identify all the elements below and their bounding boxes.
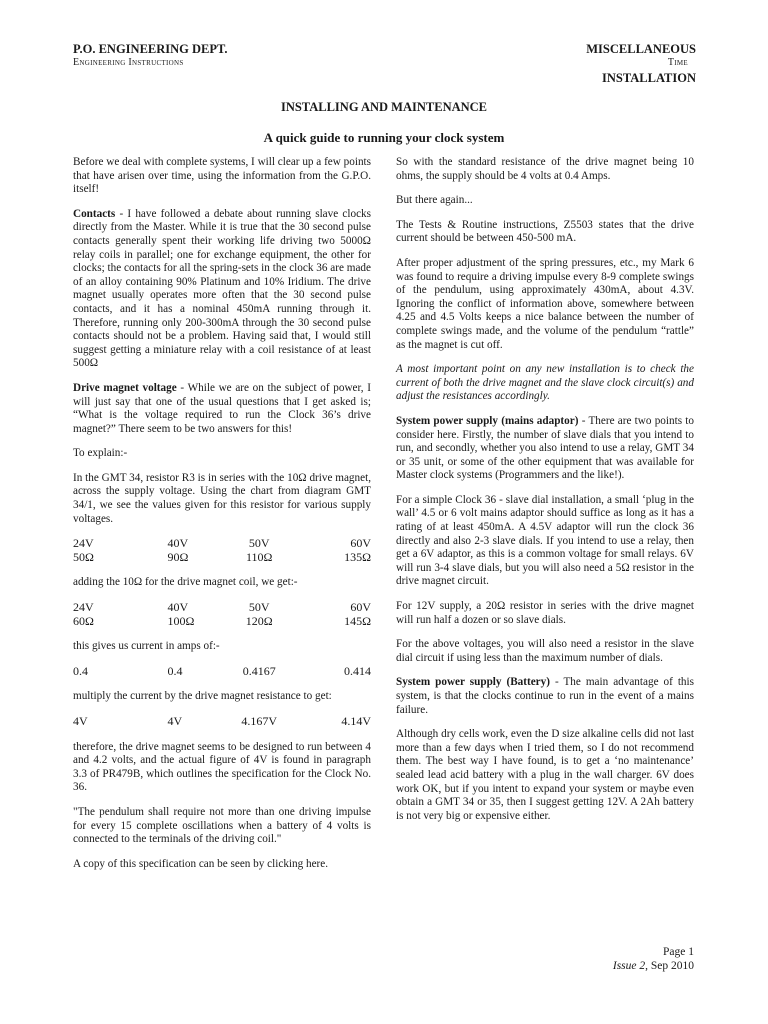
contacts-heading: Contacts (73, 207, 116, 220)
value-cell: 24V (73, 536, 94, 551)
category-title-2: INSTALLATION (601, 71, 696, 85)
gmt-paragraph: In the GMT 34, resistor R3 is in series with the 10Ω drive magnet, across the supply voltage. Using the chart from diagram GMT 34/1, we see the values given for this resistor for various supply voltages. (73, 471, 371, 525)
mains-adaptor-heading: System power supply (mains adaptor) (396, 414, 579, 427)
intro-paragraph: Before we deal with complete systems, I will clear up a few points that have arisen over time, using the information from the G.P.O. itself! (73, 156, 371, 196)
page-footer (613, 945, 694, 973)
adjustment-paragraph: After proper adjustment of the spring pressures, etc., my Mark 6 was found to require a driving impulse every 8-9 complete swings of the pendulum, using approximately 430mA, about 4.3V. Ignoring the conflict of information above, somewhere between 4.25 and 4.5 Volts keeps a nice balance between the number of complete swings made, and the volume of the pendulum “rattle” as the magnet is cut off. (396, 256, 694, 351)
but-again-paragraph: But there again... (396, 194, 473, 207)
value-cell: 50Ω (73, 549, 94, 564)
multiply-paragraph: multiply the current by the drive magnet resistance to get: (73, 690, 332, 703)
date-label: , Sep 2010 (645, 960, 694, 972)
value-cell: 50V (248, 536, 270, 551)
value-cell: 4V (73, 714, 88, 728)
value-cell: 60Ω (73, 613, 94, 628)
value-cell: 24V (73, 600, 94, 615)
mains-adaptor-body: - There are two points to consider here. Firstly, the number of slave dials that you intend to run, and secondly, whether you also intend to use a relay, GMT 34 or 35 unit, or some of the other equipment that was available for Master clock systems (Programmers and the like!). (396, 414, 694, 482)
value-cell: 145Ω (344, 613, 371, 628)
tests-routine-paragraph: The Tests & Routine instructions, Z5503 states that the drive current should be between 450-500 mA. (396, 218, 694, 245)
specification-quote: "The pendulum shall require not more than one driving impulse for every 15 complete oscillations when a battery of 4 volts is connected to the terminals of the driving coil." (73, 805, 371, 846)
simple-installation-paragraph: For a simple Clock 36 - slave dial installation, a small ‘plug in the wall’ 4.5 or 6 volt mains adaptor should suffice as long as it has a rating of at least 450mA. A 4.5V adaptor will run the clock 36 directly and also 2-3 slave dials. If you intend to use a relay, then get a 6V adaptor, as this is a common voltage for small relays. 6V will run 3-4 slave dials, but you will also need a 5Ω resistor in the drive magnet circuit. (396, 493, 694, 588)
value-cell: 110Ω (246, 549, 273, 564)
value-cell: 0.4167 (242, 663, 276, 678)
mains-adaptor-paragraph (396, 415, 694, 483)
therefore-paragraph: therefore, the drive magnet seems to be designed to run between 4 and 4.2 volts, and the actual figure of 4V is found in paragraph 3.3 of PR479B, which outlines the specification for the Clock No. 36. (73, 740, 371, 794)
contacts-body: - I have followed a debate about running slave clocks directly from the Master. While it is true that the 30 second pulse contacts generally spent their working life driving two 5000Ω relay coils in parallel; one for exchange equipment, the other for clocks; the contacts for all the spring-sets in the clock 36 are made of an alloy containing 90% Platinum and 10% Iridium. The drive magnet usually operates more often that the 30 second pulse contacts, and it has a nominal 450mA running through it. Therefore, running only 200-300mA through the 30 second pulse contacts should not be a problem. Having said that, I would still suggest getting a miniature relay with a coil resistance of at least 500Ω (73, 207, 371, 370)
value-cell: 0.4 (167, 663, 183, 678)
issue-date (613, 959, 694, 973)
value-cell: 4V (167, 714, 183, 728)
value-cell: 4.167V (241, 714, 278, 728)
page-number: Page 1 (663, 946, 694, 958)
issue-label: Issue 2 (612, 960, 646, 972)
gives-paragraph: this gives us current in amps of:- (73, 640, 220, 653)
value-cell: 90Ω (167, 549, 189, 564)
resistor-note-paragraph: For the above voltages, you will also need a resistor in the slave dial circuit if using less than the maximum number of dials. (396, 638, 694, 664)
value-cell: 60V (350, 536, 371, 551)
dry-cells-paragraph: Although dry cells work, even the D size alkaline cells did not last more than a few days when I tried them, so I do not recommend them. The best way I have found, is to get a ‘no maintenance’ sealed lead acid battery with a plug in the wall charger. 6V does work OK, but if you intent to expand your system or maybe even obtain a GMT 34 or 35, then I suggest getting 12V. A 2Ah battery is not very big or expensive either. (396, 728, 694, 822)
value-cell: 0.4 (73, 663, 88, 678)
explain-paragraph: To explain:- (73, 447, 128, 460)
contacts-paragraph (73, 208, 371, 371)
important-point-paragraph: A most important point on any new installation is to check the current of both the drive magnet and the slave clock circuit(s) and adjust the resistances accordingly. (396, 363, 694, 403)
dept-subtitle: Engineering Instructions (73, 57, 184, 68)
battery-paragraph (396, 676, 694, 717)
left-column (73, 156, 371, 882)
value-cell: 0.414 (344, 663, 371, 678)
document-title: INSTALLING AND MAINTENANCE (280, 100, 488, 114)
value-cell: 120Ω (245, 613, 273, 628)
value-cell: 40V (167, 536, 189, 551)
value-cell: 40V (167, 600, 189, 615)
battery-body: - The main advantage of this system, is that the clocks continue to run in the event of a mains failure. (396, 676, 694, 716)
resistor-table (73, 537, 371, 564)
value-cell: 4.14V (341, 714, 371, 728)
right-column (396, 156, 694, 834)
document-subtitle: A quick guide to running your clock system (263, 130, 505, 145)
dept-title: P.O. ENGINEERING DEPT. (73, 42, 228, 56)
value-cell: 60V (350, 600, 371, 615)
category-subtitle: Time (667, 57, 688, 68)
value-cell: 50V (248, 600, 270, 615)
value-cell: 100Ω (167, 613, 195, 628)
category-title: MISCELLANEOUS (586, 42, 696, 56)
current-table (73, 665, 371, 679)
voltage-table (73, 715, 371, 729)
standard-resistance-paragraph: So with the standard resistance of the drive magnet being 10 ohms, the supply should be 4 volts at 0.4 Amps. (396, 156, 694, 182)
drive-magnet-paragraph (73, 382, 371, 436)
value-cell: 135Ω (344, 549, 371, 564)
adding-paragraph: adding the 10Ω for the drive magnet coil, we get:- (73, 576, 298, 589)
total-resistance-table (73, 601, 371, 628)
drive-magnet-body: - While we are on the subject of power, I will just say that one of the usual questions that I get asked is; “What is the voltage required to run the Clock 36’s drive magnet?” There seem to be two answers for this! (73, 381, 371, 435)
specification-link-paragraph[interactable]: A copy of this specification can be seen by clicking here. (73, 857, 329, 870)
twelve-volt-paragraph: For 12V supply, a 20Ω resistor in series with the drive magnet will run half a dozen or so slave dials. (396, 600, 694, 626)
drive-magnet-heading: Drive magnet voltage (73, 381, 177, 394)
battery-heading: System power supply (Battery) (396, 676, 550, 689)
